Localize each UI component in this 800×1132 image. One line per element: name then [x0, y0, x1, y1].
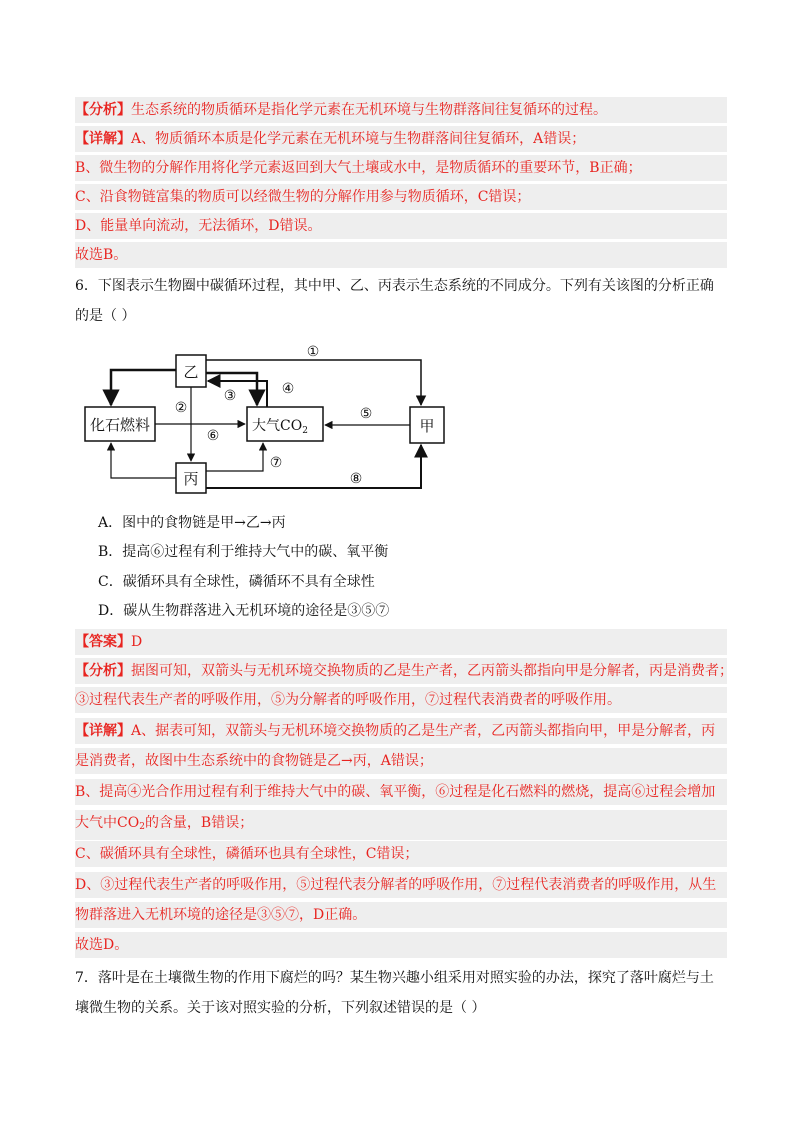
q6-detail-c: C、碳循环具有全球性，磷循环也具有全球性，C错误； — [75, 841, 727, 867]
q6-detail-a-line1: 【详解】A、据表可知，双箭头与无机环境交换物质的乙是生产者，乙丙箭头都指向甲，甲是分解者，丙 — [75, 718, 727, 744]
label-7: ⑦ — [269, 455, 283, 471]
q6-conclusion: 故选D。 — [75, 932, 727, 958]
q5-conclusion: 故选B。 — [75, 242, 727, 268]
node-co2: 大气$CO_2$ — [252, 418, 308, 436]
q6-option-d: D．碳从生物群落进入无机环境的途径是③⑤⑦ — [98, 603, 390, 619]
q6-analysis-line1: 【分析】据图可知，双箭头与无机环境交换物质的乙是生产者，乙丙箭头都指向甲是分解者，丙是消费者； — [75, 658, 727, 684]
q6-detail-d-line1: D、③过程代表生产者的呼吸作用，⑤过程代表分解者的呼吸作用，⑦过程代表消费者的呼吸作用，从生 — [75, 872, 727, 898]
analysis-tag: 【分析】 — [75, 663, 131, 679]
detail-tag: 【详解】 — [75, 131, 131, 147]
q5-detail-d: D、能量单向流动，无法循环，D错误。 — [75, 213, 727, 239]
q5-analysis: 【分析】生态系统的物质循环是指化学元素在无机环境与生物群落间往复循环的过程。 — [75, 97, 727, 123]
detail-tag: 【详解】 — [75, 723, 131, 739]
label-2: ② — [174, 400, 188, 416]
q6-detail-d-line2: 物群落进入无机环境的途径是③⑤⑦，D正确。 — [75, 902, 727, 928]
arrow-1 — [206, 360, 421, 405]
carbon-cycle-diagram — [75, 345, 455, 495]
q5-detail-a: 【详解】A、物质循环本质是化学元素在无机环境与生物群落间往复循环，A错误； — [75, 126, 727, 152]
q7-stem-line2: 壤微生物的关系。关于该对照实验的分析，下列叙述错误的是（ ） — [75, 1000, 486, 1016]
analysis-tag: 【分析】 — [75, 102, 131, 118]
q6-detail-b-line2: 大气中$CO_2$的含量，B错误； — [75, 810, 727, 840]
label-8: ⑧ — [349, 471, 363, 487]
q5-detail-b: B、微生物的分解作用将化学元素返回到大气土壤或水中，是物质循环的重要环节，B正确； — [75, 155, 727, 181]
node-yi: 乙 — [183, 363, 199, 381]
q6-option-b: B．提高⑥过程有利于维持大气中的碳、氧平衡 — [98, 544, 389, 560]
node-bing: 丙 — [183, 470, 199, 488]
q5-detail-c: C、沿食物链富集的物质可以经微生物的分解作用参与物质循环，C错误； — [75, 184, 727, 210]
q6-answer: 【答案】D — [75, 629, 727, 655]
q6-stem-line2: 的是（ ） — [75, 308, 136, 324]
answer-tag: 【答案】 — [75, 634, 131, 650]
label-6: ⑥ — [206, 428, 220, 444]
q6-stem-line1: 6．下图表示生物圈中碳循环过程，其中甲、乙、丙表示生态系统的不同成分。下列有关该图的分析正确 — [75, 278, 714, 294]
label-3: ③ — [223, 388, 237, 404]
label-4: ④ — [281, 381, 295, 397]
label-5: ⑤ — [359, 406, 373, 422]
node-fossil: 化石燃料 — [89, 416, 151, 434]
node-jia: 甲 — [419, 417, 435, 435]
q6-detail-b-line1: B、提高④光合作用过程有利于维持大气中的碳、氧平衡，⑥过程是化石燃料的燃烧，提高⑥过程会增加 — [75, 779, 727, 805]
arrow-yi-fossil — [111, 370, 176, 405]
q6-option-c: C．碳循环具有全球性，磷循环不具有全球性 — [98, 574, 375, 590]
arrow-bing-fossil — [111, 443, 176, 478]
q7-stem-line1: 7．落叶是在土壤微生物的作用下腐烂的吗？某生物兴趣小组采用对照实验的办法，探究了落叶腐烂与土 — [75, 970, 714, 986]
q6-analysis-line2: ③过程代表生产者的呼吸作用，⑤为分解者的呼吸作用，⑦过程代表消费者的呼吸作用。 — [75, 687, 727, 713]
arrow-7 — [206, 443, 263, 471]
q6-option-a: A．图中的食物链是甲→乙→丙 — [98, 515, 286, 531]
q6-detail-a-line2: 是消费者，故图中生态系统中的食物链是乙→丙，A错误； — [75, 748, 727, 774]
label-1: ① — [306, 345, 320, 360]
arrow-8 — [206, 445, 421, 488]
